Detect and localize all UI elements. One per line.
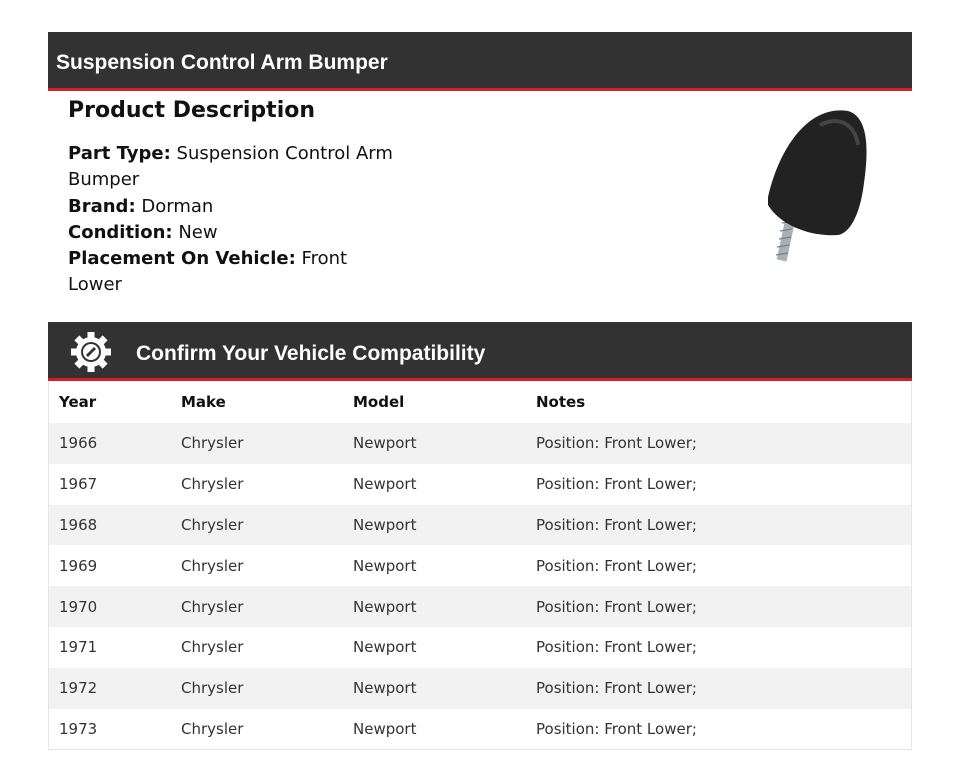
product-image — [760, 105, 870, 265]
table-cell: Position: Front Lower; — [536, 679, 697, 698]
spec-value: Front Lower — [68, 248, 348, 296]
spec-line — [68, 246, 398, 299]
compatibility-table — [48, 381, 912, 750]
table-row — [49, 627, 912, 668]
table-cell: 1969 — [59, 556, 98, 575]
table-cell: Newport — [353, 719, 417, 738]
column-header: Year — [59, 393, 97, 411]
table-row — [49, 545, 912, 586]
table-cell: Newport — [353, 475, 417, 494]
table-cell: Chrysler — [181, 719, 244, 738]
gear-icon — [70, 331, 112, 373]
spec-line — [68, 194, 398, 220]
spec-label: Condition: — [68, 221, 173, 243]
table-row — [49, 709, 912, 750]
spec-line — [68, 220, 398, 246]
table-row — [49, 668, 912, 709]
spec-value: Suspension Control Arm Bumper — [68, 143, 393, 191]
table-cell: Chrysler — [181, 434, 244, 453]
table-cell: 1966 — [59, 434, 98, 453]
table-cell: 1971 — [59, 638, 98, 657]
table-row — [49, 586, 912, 627]
spec-value: New — [178, 221, 218, 243]
spec-value: Dorman — [141, 195, 214, 217]
table-cell: Newport — [353, 434, 417, 453]
product-title: Suspension Control Arm Bumper — [56, 51, 388, 74]
table-cell: Position: Front Lower; — [536, 434, 697, 453]
table-cell: Chrysler — [181, 556, 244, 575]
table-cell: Chrysler — [181, 679, 244, 698]
table-row — [49, 464, 912, 505]
table-cell: Newport — [353, 515, 417, 534]
product-title-bar — [48, 32, 912, 91]
table-cell: Newport — [353, 597, 417, 616]
compatibility-title: Confirm Your Vehicle Compatibility — [136, 342, 486, 365]
column-header: Make — [181, 393, 226, 411]
table-cell: Position: Front Lower; — [536, 597, 697, 616]
column-header: Model — [353, 393, 405, 411]
table-cell: Chrysler — [181, 475, 244, 494]
column-header: Notes — [536, 393, 586, 411]
table-cell: Chrysler — [181, 597, 244, 616]
table-cell: Position: Front Lower; — [536, 556, 697, 575]
table-cell: 1967 — [59, 475, 98, 494]
spec-label: Brand: — [68, 195, 136, 217]
table-cell: Chrysler — [181, 515, 244, 534]
spec-label: Part Type: — [68, 143, 171, 164]
table-cell: 1970 — [59, 597, 98, 616]
product-description — [68, 98, 398, 299]
table-cell: Newport — [353, 638, 417, 657]
compatibility-bar — [48, 322, 912, 381]
table-cell: Chrysler — [181, 638, 244, 657]
table-cell: 1972 — [59, 679, 98, 698]
table-cell: Newport — [353, 556, 417, 575]
spec-line — [68, 141, 398, 194]
table-cell: 1968 — [59, 515, 98, 534]
table-cell: 1973 — [59, 719, 98, 738]
table-row — [49, 505, 912, 546]
table-cell: Position: Front Lower; — [536, 475, 697, 494]
spec-label: Placement On Vehicle: — [68, 248, 296, 270]
table-cell: Newport — [353, 679, 417, 698]
description-heading: Product Description — [68, 98, 316, 123]
table-cell: Position: Front Lower; — [536, 638, 697, 657]
table-row — [49, 423, 912, 464]
table-cell: Position: Front Lower; — [536, 719, 697, 738]
table-cell: Position: Front Lower; — [536, 515, 697, 534]
